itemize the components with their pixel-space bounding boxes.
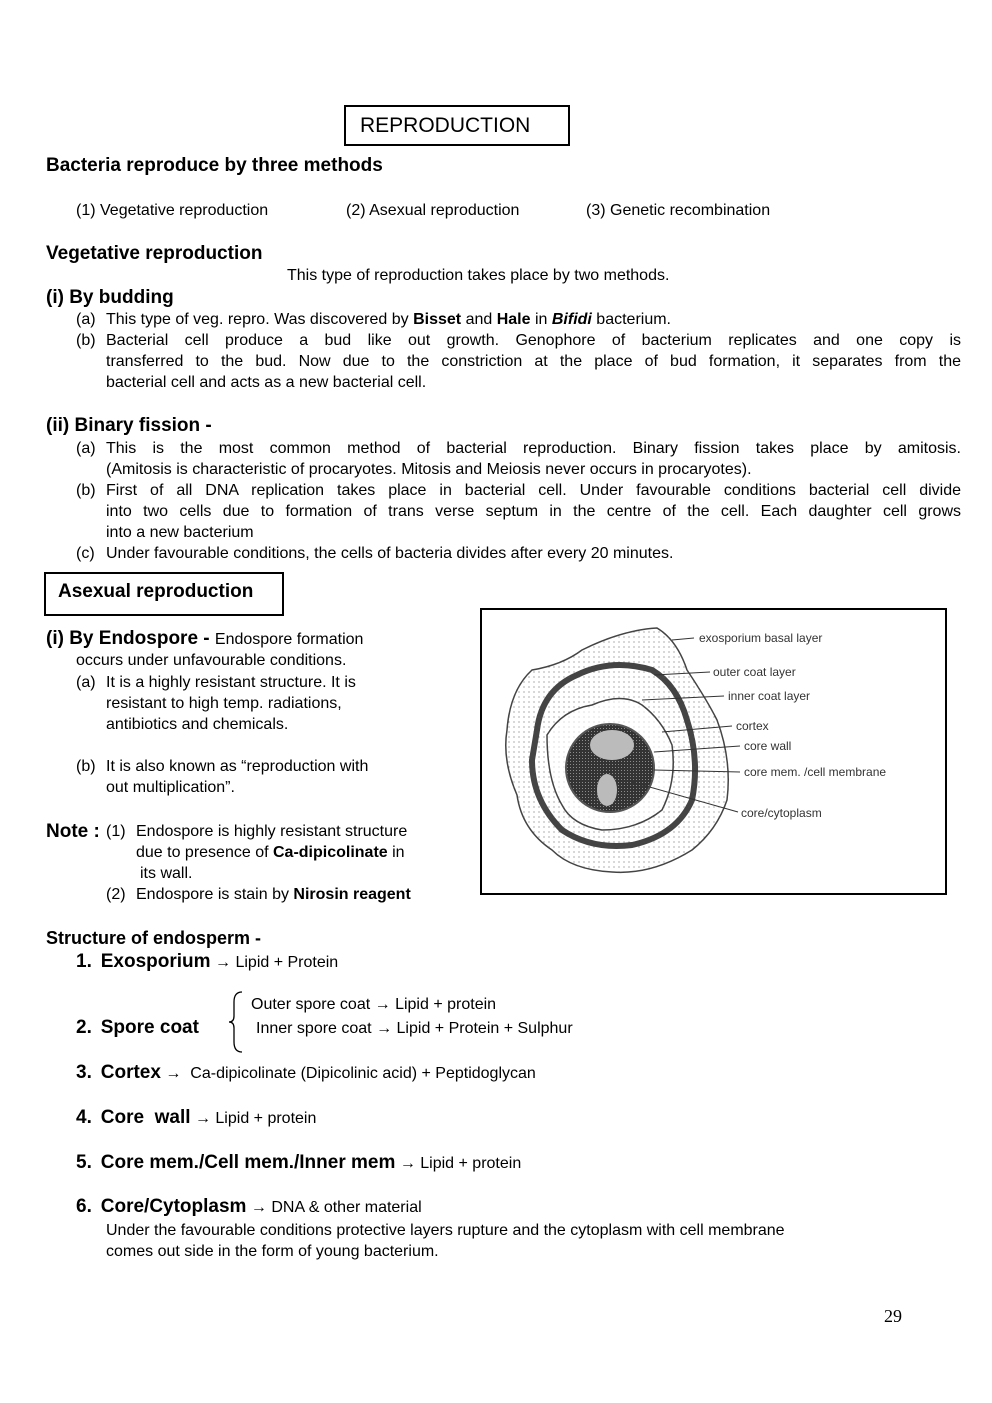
text: This type of veg. repro. Was discovered by	[106, 311, 414, 328]
structure-item-2	[76, 1017, 199, 1039]
desc: DNA & other material	[271, 1199, 422, 1216]
veg-heading: Vegetative reproduction	[46, 243, 263, 264]
text: and	[461, 311, 497, 328]
label: outer coat layer	[713, 665, 796, 679]
label: cortex	[736, 719, 769, 733]
method-2: (2) Asexual reproduction	[346, 202, 520, 219]
binary-heading: (ii) Binary fission -	[46, 415, 212, 436]
structure-heading: Structure of endosperm -	[46, 928, 262, 948]
binary-b-line: into two cells due to formation of trans verse septum in the centre of the cell. Each daughter cell grows	[106, 503, 961, 520]
method-3: (3) Genetic recombination	[586, 202, 771, 219]
text: Ca-dipicolinate	[272, 844, 388, 861]
text: Endospore formation	[214, 631, 364, 648]
asexual-heading: Asexual reproduction	[58, 581, 254, 602]
num: 1.	[76, 951, 92, 972]
num: 2.	[76, 1017, 92, 1038]
budding-heading: (i) By budding	[46, 287, 174, 308]
text: in	[387, 844, 405, 861]
marker: (b)	[76, 758, 96, 775]
text: Lipid + protein	[395, 996, 497, 1013]
label: core/cytoplasm	[741, 806, 822, 820]
binary-b-line: into a new bacterium	[106, 524, 254, 541]
arrow-icon: →	[376, 1020, 393, 1037]
page-number: 29	[884, 1306, 902, 1326]
marker: (c)	[76, 545, 95, 562]
budding-b-line: transferred to the bud. Now due to the constriction at the place of bud formation, it separates from the	[106, 353, 961, 370]
marker: (b)	[76, 332, 96, 349]
text: Bifidi	[551, 311, 592, 328]
closing-text: Under the favourable conditions protective layers rupture and the cytoplasm with cell membrane	[106, 1222, 785, 1239]
text: It is also known as “reproduction with	[106, 758, 369, 775]
text: Inner spore coat	[256, 1020, 372, 1037]
text: Lipid + Protein + Sulphur	[396, 1020, 573, 1037]
arrow-icon: →	[250, 1199, 267, 1216]
name: Core/Cytoplasm	[100, 1196, 247, 1217]
note-label: Note :	[46, 821, 100, 842]
text: Hale	[496, 311, 531, 328]
structure-item-5	[76, 1152, 521, 1174]
marker: (a)	[76, 440, 96, 457]
name: Core wall	[100, 1107, 191, 1128]
arrow-icon: →	[374, 996, 391, 1013]
arrow-icon: →	[165, 1065, 182, 1082]
binary-a-line: This is the most common method of bacterial reproduction. Binary fission takes place by amitosis.	[106, 440, 961, 457]
text: resistant to high temp. radiations,	[106, 695, 342, 712]
brace-icon	[228, 990, 244, 1054]
binary-b-line: First of all DNA replication takes place in bacterial cell. Under favourable conditions bacterial cell divide	[106, 482, 961, 499]
name: Spore coat	[100, 1017, 199, 1038]
marker: (a)	[76, 311, 96, 328]
structure-item-3	[76, 1062, 536, 1084]
arrow-icon: →	[194, 1110, 211, 1127]
label: core mem. /cell membrane	[744, 765, 887, 779]
name: Cortex	[100, 1062, 161, 1083]
text: its wall.	[140, 865, 193, 882]
binary-a-line: (Amitosis is characteristic of procaryotes. Mitosis and Meiosis never occurs in procaryotes).	[106, 461, 752, 478]
marker: (2)	[106, 886, 126, 903]
text: Endospore is highly resistant structure	[136, 823, 408, 840]
text: Endospore is stain by	[136, 886, 294, 903]
structure-item-6	[76, 1196, 422, 1218]
label: inner coat layer	[728, 689, 811, 703]
text: Nirosin reagent	[293, 886, 411, 903]
marker: (b)	[76, 482, 96, 499]
num: 3.	[76, 1062, 92, 1083]
num: 6.	[76, 1196, 92, 1217]
text: Bisset	[413, 311, 462, 328]
text: due to presence of	[136, 844, 273, 861]
endospore-diagram	[480, 608, 947, 895]
desc: Lipid + protein	[215, 1110, 317, 1127]
structure-item-1	[76, 951, 338, 973]
closing-text: comes out side in the form of young bacterium.	[106, 1243, 439, 1260]
marker: (a)	[76, 674, 96, 691]
text: bacterium.	[591, 311, 671, 328]
desc: Lipid + protein	[420, 1155, 522, 1172]
text: out multiplication”.	[106, 779, 235, 796]
name: Exosporium	[100, 951, 211, 972]
method-1: (1) Vegetative reproduction	[76, 202, 269, 219]
budding-b-line: bacterial cell and acts as a new bacterial cell.	[106, 374, 427, 391]
num: 5.	[76, 1152, 92, 1173]
binary-c-line: Under favourable conditions, the cells of bacteria divides after every 20 minutes.	[106, 545, 674, 562]
page-title: REPRODUCTION	[360, 114, 531, 137]
arrow-icon: →	[399, 1155, 416, 1172]
structure-item-4	[76, 1107, 316, 1129]
text: occurs under unfavourable conditions.	[76, 652, 347, 669]
desc: Ca-dipicolinate (Dipicolinic acid) + Peptidoglycan	[190, 1065, 536, 1082]
text: in	[530, 311, 552, 328]
endospore-heading: (i) By Endospore -	[46, 628, 215, 649]
budding-a	[106, 311, 671, 329]
veg-sub: This type of reproduction takes place by two methods.	[287, 267, 670, 284]
label: core wall	[744, 739, 792, 753]
name: Core mem./Cell mem./Inner mem	[100, 1152, 396, 1173]
intro-heading: Bacteria reproduce by three methods	[46, 155, 383, 176]
label: exosporium basal layer	[699, 631, 823, 645]
num: 4.	[76, 1107, 92, 1128]
desc: Lipid + Protein	[235, 954, 339, 971]
text: antibiotics and chemicals.	[106, 716, 289, 733]
text: It is a highly resistant structure. It is	[106, 674, 356, 691]
arrow-icon: →	[215, 954, 232, 971]
text: Outer spore coat	[251, 996, 371, 1013]
budding-b-line: Bacterial cell produce a bud like out growth. Genophore of bacterium replicates and one copy is	[106, 332, 961, 349]
marker: (1)	[106, 823, 126, 840]
